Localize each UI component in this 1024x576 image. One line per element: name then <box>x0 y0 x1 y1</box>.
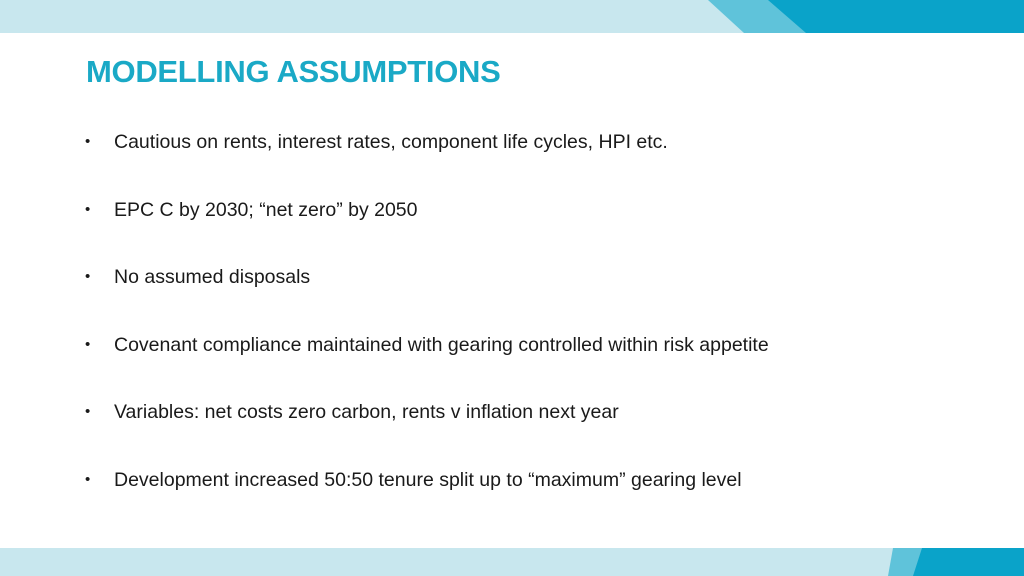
bullet-text: Variables: net costs zero carbon, rents v inflation next year <box>114 401 619 423</box>
bullet-marker: • <box>85 403 91 420</box>
bullet-text: Cautious on rents, interest rates, component life cycles, HPI etc. <box>114 131 668 153</box>
bullet-marker: • <box>85 268 91 285</box>
bullet-item <box>0 129 1024 155</box>
bullet-text: Covenant compliance maintained with gearing controlled within risk appetite <box>114 334 769 356</box>
bullet-text: Development increased 50:50 tenure split up to “maximum” gearing level <box>114 469 742 491</box>
bullet-text: EPC C by 2030; “net zero” by 2050 <box>114 199 418 221</box>
bullet-item <box>0 197 1024 223</box>
bullet-marker: • <box>85 471 91 488</box>
bullet-marker: • <box>85 336 91 353</box>
bullet-item <box>0 332 1024 358</box>
bottom-band-light <box>0 548 1024 576</box>
bottom-band-dark <box>913 548 1024 576</box>
bullet-marker: • <box>85 133 91 150</box>
bullet-text: No assumed disposals <box>114 266 311 288</box>
bullet-item <box>0 467 1024 493</box>
bottom-decorative-band <box>0 548 1024 576</box>
bullet-item <box>0 399 1024 425</box>
slide-title: MODELLING ASSUMPTIONS <box>86 54 501 89</box>
bullet-marker: • <box>85 201 91 218</box>
bullet-item <box>0 264 1024 290</box>
